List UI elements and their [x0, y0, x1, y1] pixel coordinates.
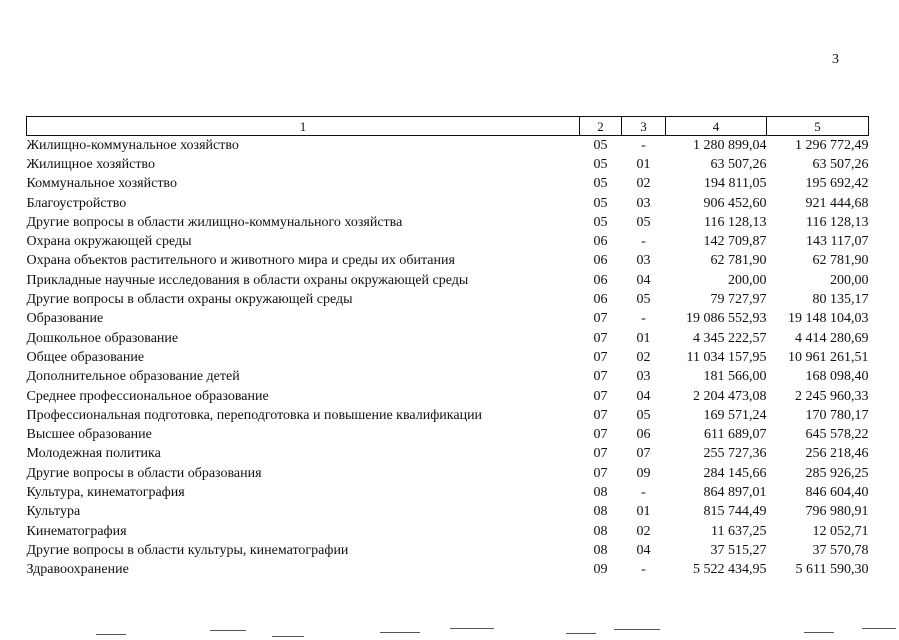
row-value-col5-cell: 170 780,17 [805, 407, 869, 423]
row-subsection-cell: 03 [636, 369, 651, 385]
row-value-col5-cell: 645 578,22 [805, 427, 869, 443]
table-row [27, 155, 869, 174]
row-subsection-cell: 03 [636, 253, 651, 269]
header-col-5: 5 [767, 117, 869, 136]
budget-table [26, 116, 869, 580]
row-subsection-cell: 04 [636, 272, 651, 288]
table-row [27, 252, 869, 271]
row-value-col5-cell: 2 245 960,33 [795, 388, 869, 404]
table-row [27, 522, 869, 541]
row-subsection-cell: 05 [636, 407, 651, 423]
row-value-col5-cell: 4 414 280,69 [795, 330, 869, 346]
table-row [27, 445, 869, 464]
row-section-cell: 07 [593, 427, 608, 443]
row-subsection-cell: - [641, 137, 646, 153]
row-value-col4-cell: 1 280 899,04 [693, 137, 767, 153]
table-row [27, 271, 869, 290]
row-subsection-cell: - [641, 234, 646, 250]
row-value-col5-cell: 12 052,71 [812, 523, 869, 539]
row-name-cell: Культура, кинематография [26, 484, 185, 500]
row-name-cell: Жилищно-коммунальное хозяйство [26, 137, 239, 153]
row-section-cell: 08 [593, 523, 608, 539]
row-section-cell: 07 [593, 388, 608, 404]
row-value-col5-cell: 846 604,40 [805, 484, 869, 500]
row-value-col4-cell: 19 086 552,93 [686, 311, 767, 327]
row-name-cell: Охрана объектов растительного и животного мира и среды их обитания [26, 253, 455, 269]
row-subsection-cell: 02 [636, 523, 651, 539]
row-subsection-cell: 02 [636, 349, 651, 365]
row-name-cell: Молодежная политика [26, 446, 161, 462]
row-section-cell: 06 [593, 292, 608, 308]
row-name-cell: Культура [26, 504, 81, 520]
row-value-col5-cell: 168 098,40 [805, 369, 869, 385]
row-value-col5-cell: 5 611 590,30 [795, 562, 869, 578]
table-row [27, 561, 869, 580]
row-name-cell: Другие вопросы в области жилищно-коммунального хозяйства [26, 214, 403, 230]
row-value-col5-cell: 80 135,17 [812, 292, 869, 308]
row-section-cell: 06 [593, 253, 608, 269]
row-name-cell: Коммунальное хозяйство [26, 176, 177, 192]
row-name-cell: Другие вопросы в области культуры, кинематографии [26, 542, 349, 558]
row-name-cell: Прикладные научные исследования в области охраны окружающей среды [26, 272, 469, 288]
row-value-col5-cell: 285 926,25 [805, 465, 869, 481]
row-value-col5-cell: 195 692,42 [805, 176, 869, 192]
row-value-col5-cell: 10 961 261,51 [788, 349, 869, 365]
row-name-cell: Охрана окружающей среды [26, 234, 192, 250]
table-body [27, 136, 869, 580]
row-section-cell: 07 [593, 349, 608, 365]
table-row [27, 387, 869, 406]
row-subsection-cell: - [641, 562, 646, 578]
header-col-4: 4 [666, 117, 767, 136]
row-name-cell: Другие вопросы в области образования [26, 465, 262, 481]
row-section-cell: 07 [593, 446, 608, 462]
row-value-col4-cell: 5 522 434,95 [693, 562, 767, 578]
table-row [27, 213, 869, 232]
row-value-col4-cell: 906 452,60 [703, 195, 767, 211]
row-name-cell: Образование [26, 311, 104, 327]
row-value-col4-cell: 194 811,05 [704, 176, 767, 192]
row-name-cell: Общее образование [26, 349, 145, 365]
row-value-col4-cell: 181 566,00 [703, 369, 767, 385]
row-value-col5-cell: 1 296 772,49 [795, 137, 869, 153]
row-value-col5-cell: 143 117,07 [806, 234, 869, 250]
header-col-2: 2 [580, 117, 622, 136]
row-subsection-cell: 04 [636, 542, 651, 558]
row-section-cell: 05 [593, 176, 608, 192]
row-value-col5-cell: 19 148 104,03 [788, 311, 869, 327]
row-section-cell: 07 [593, 407, 608, 423]
table-row [27, 348, 869, 367]
row-name-cell: Здравоохранение [26, 562, 129, 578]
table-row [27, 290, 869, 309]
table-row [27, 464, 869, 483]
row-section-cell: 07 [593, 465, 608, 481]
row-value-col4-cell: 815 744,49 [703, 504, 767, 520]
row-name-cell: Высшее образование [26, 427, 152, 443]
header-row [27, 117, 869, 136]
row-subsection-cell: 07 [636, 446, 651, 462]
row-name-cell: Другие вопросы в области охраны окружающей среды [26, 292, 353, 308]
row-section-cell: 09 [593, 562, 608, 578]
row-subsection-cell: 05 [636, 214, 651, 230]
row-value-col5-cell: 63 507,26 [812, 156, 869, 172]
row-name-cell: Дошкольное образование [26, 330, 179, 346]
table-row [27, 406, 869, 425]
table-row [27, 175, 869, 194]
row-subsection-cell: 05 [636, 292, 651, 308]
row-value-col5-cell: 256 218,46 [805, 446, 869, 462]
table-row [27, 503, 869, 522]
table-row [27, 483, 869, 502]
table-row [27, 541, 869, 560]
row-value-col5-cell: 921 444,68 [805, 195, 869, 211]
table-row [27, 136, 869, 156]
row-name-cell: Кинематография [26, 523, 127, 539]
row-section-cell: 08 [593, 504, 608, 520]
row-subsection-cell: 09 [636, 465, 651, 481]
row-section-cell: 07 [593, 311, 608, 327]
row-value-col4-cell: 200,00 [728, 272, 767, 288]
row-value-col5-cell: 62 781,90 [812, 253, 869, 269]
row-value-col4-cell: 4 345 222,57 [693, 330, 767, 346]
row-value-col4-cell: 37 515,27 [710, 542, 767, 558]
table-row [27, 329, 869, 348]
page-number: 3 [832, 52, 839, 67]
row-section-cell: 05 [593, 195, 608, 211]
row-subsection-cell: 01 [636, 330, 651, 346]
table-row [27, 425, 869, 444]
row-value-col5-cell: 796 980,91 [805, 504, 869, 520]
row-section-cell: 05 [593, 137, 608, 153]
row-value-col4-cell: 116 128,13 [704, 214, 767, 230]
row-section-cell: 06 [593, 272, 608, 288]
table-row [27, 368, 869, 387]
row-subsection-cell: 02 [636, 176, 651, 192]
row-value-col4-cell: 255 727,36 [703, 446, 767, 462]
row-section-cell: 05 [593, 214, 608, 230]
row-subsection-cell: - [641, 311, 646, 327]
row-subsection-cell: - [641, 484, 646, 500]
table-row [27, 194, 869, 213]
row-value-col4-cell: 79 727,97 [710, 292, 767, 308]
row-value-col4-cell: 11 637,25 [711, 523, 767, 539]
row-section-cell: 07 [593, 330, 608, 346]
row-name-cell: Благоустройство [26, 195, 127, 211]
scan-artifacts [0, 624, 899, 640]
row-section-cell: 08 [593, 484, 608, 500]
row-value-col5-cell: 200,00 [830, 272, 869, 288]
table-row [27, 310, 869, 329]
row-value-col4-cell: 62 781,90 [710, 253, 767, 269]
header-col-3: 3 [622, 117, 666, 136]
row-subsection-cell: 04 [636, 388, 651, 404]
row-value-col4-cell: 11 034 157,95 [686, 349, 767, 365]
row-section-cell: 07 [593, 369, 608, 385]
row-value-col5-cell: 116 128,13 [806, 214, 869, 230]
row-name-cell: Среднее профессиональное образование [26, 388, 269, 404]
row-name-cell: Дополнительное образование детей [26, 369, 240, 385]
table-row [27, 232, 869, 251]
row-section-cell: 06 [593, 234, 608, 250]
row-value-col4-cell: 169 571,24 [703, 407, 767, 423]
row-subsection-cell: 03 [636, 195, 651, 211]
row-section-cell: 05 [593, 156, 608, 172]
row-subsection-cell: 01 [636, 504, 651, 520]
row-section-cell: 08 [593, 542, 608, 558]
row-value-col4-cell: 611 689,07 [704, 427, 767, 443]
row-value-col4-cell: 63 507,26 [710, 156, 767, 172]
row-subsection-cell: 06 [636, 427, 651, 443]
row-value-col4-cell: 284 145,66 [703, 465, 767, 481]
row-value-col4-cell: 142 709,87 [703, 234, 767, 250]
row-name-cell: Профессиональная подготовка, переподготовка и повышение квалификации [26, 407, 483, 423]
row-value-col4-cell: 864 897,01 [703, 484, 767, 500]
row-subsection-cell: 01 [636, 156, 651, 172]
row-name-cell: Жилищное хозяйство [26, 156, 155, 172]
row-value-col5-cell: 37 570,78 [812, 542, 869, 558]
header-col-1: 1 [27, 117, 580, 136]
row-value-col4-cell: 2 204 473,08 [693, 388, 767, 404]
